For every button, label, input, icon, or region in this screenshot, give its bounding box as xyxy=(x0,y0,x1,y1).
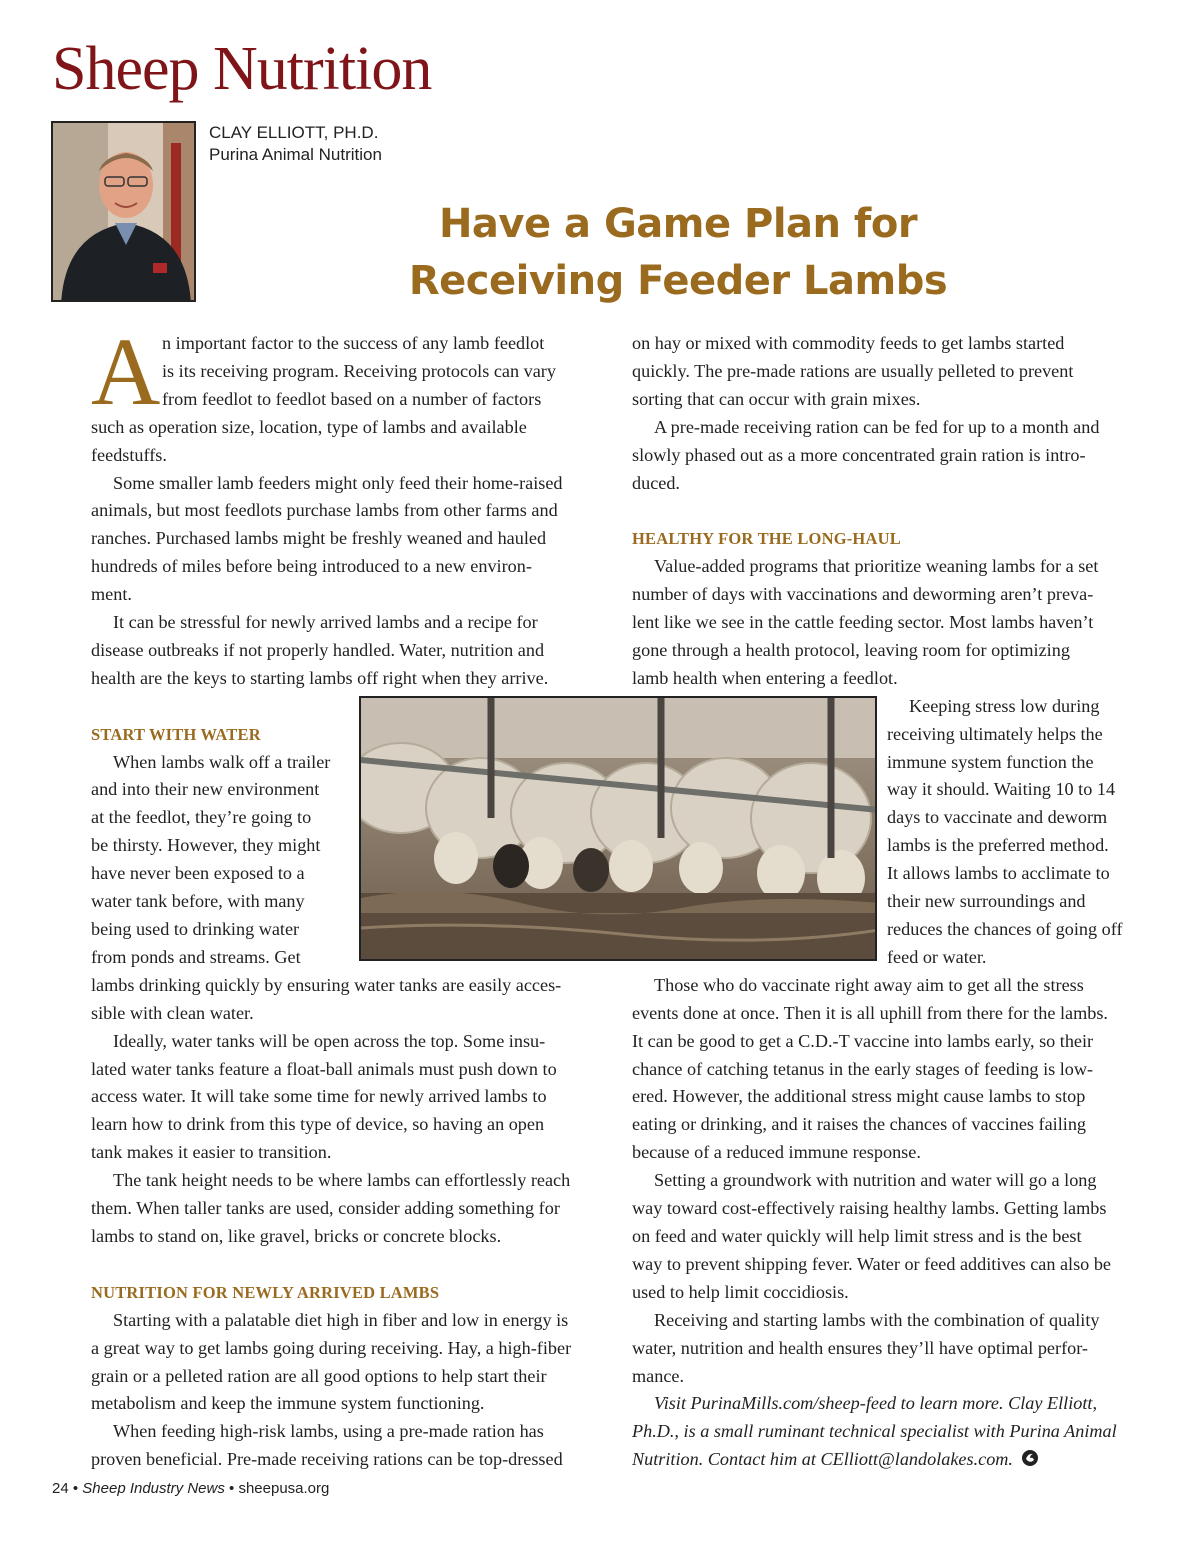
paragraph xyxy=(632,1307,1154,1335)
paragraph-cont xyxy=(91,637,611,693)
text-line: such as operation size, location, type of lambs and available xyxy=(91,416,527,437)
text-line: on feed and water quickly will help limit stress and is the best xyxy=(632,1225,1082,1246)
text-line: Value-added programs that prioritize weaning lambs for a set xyxy=(654,556,1099,577)
paragraph-cont xyxy=(91,1195,611,1251)
text-line: Some smaller lamb feeders might only feed their home-raised xyxy=(113,472,563,493)
text-line: Starting with a palatable diet high in fiber and low in energy is xyxy=(113,1309,569,1330)
text-line: learn how to drink from this type of device, so having an open xyxy=(91,1114,545,1135)
text-line: Ph.D., is a small ruminant technical specialist with Purina Animal xyxy=(632,1421,1117,1442)
text-line: lambs drinking quickly by ensuring water tanks are easily acces- xyxy=(91,974,562,995)
text-line: duced. xyxy=(632,472,680,493)
text-line: immune system function the xyxy=(887,751,1094,772)
section-title: Sheep Nutrition xyxy=(52,35,432,103)
text-line: tank makes it easier to transition. xyxy=(91,1142,332,1163)
paragraph-cont xyxy=(632,1000,1154,1167)
text-line: them. When taller tanks are used, consider adding something for xyxy=(91,1198,560,1219)
text-line: n important factor to the success of any lamb feedlot xyxy=(162,333,545,353)
text-line: used to help limit coccidiosis. xyxy=(632,1281,849,1302)
text-line: lambs to stand on, like gravel, bricks or concrete blocks. xyxy=(91,1225,502,1246)
text-line: slowly phased out as a more concentrated grain ration is intro- xyxy=(632,444,1086,465)
text-line: water tank before, with many xyxy=(91,891,305,912)
headline-line-1: Have a Game Plan for xyxy=(438,201,918,247)
paragraph-cont xyxy=(91,497,611,609)
page-footer: 24 • Sheep Industry News • sheepusa.org xyxy=(52,1480,330,1497)
text-line: days to vaccinate and deworm xyxy=(887,807,1108,828)
text-line: a great way to get lambs going during receiving. Hay, a high-fiber xyxy=(91,1337,572,1358)
paragraph-cont xyxy=(91,1335,611,1419)
text-line: lent like we see in the cattle feeding sector. Most lambs haven’t xyxy=(632,612,1094,633)
text-line: proven beneficial. Pre-made receiving rations can be top-dressed xyxy=(91,1449,563,1470)
text-line: mance. xyxy=(632,1365,685,1386)
text-line: gone through a health protocol, leaving room for optimizing xyxy=(632,639,1070,660)
text-line: Those who do vaccinate right away aim to get all the stress xyxy=(654,974,1084,995)
text-line: sible with clean water. xyxy=(91,1002,254,1023)
end-of-article-icon xyxy=(1021,1448,1039,1476)
text-line: and into their new environment xyxy=(91,779,320,800)
text-line: way to prevent shipping fever. Water or feed additives can also be xyxy=(632,1253,1111,1274)
text-line: quickly. The pre-made rations are usually pelleted to prevent xyxy=(632,360,1074,381)
text-line: eating or drinking, and it raises the chances of vaccines failing xyxy=(632,1114,1087,1135)
paragraph xyxy=(91,470,611,498)
paragraph xyxy=(632,1167,1154,1195)
text-line: ered. However, the additional stress might cause lambs to stop xyxy=(632,1086,1086,1107)
author-byline xyxy=(209,122,382,166)
author-affiliation: Purina Animal Nutrition xyxy=(209,145,382,164)
text-line: chance of catching tetanus in the early stages of feeding is low- xyxy=(632,1058,1094,1079)
text-line: from feedlot to feedlot based on a number of factors xyxy=(162,388,542,409)
signature-last-line: Nutrition. Contact him at CElliott@landolakes.com. xyxy=(632,1449,1013,1470)
text-line: ranches. Purchased lambs might be freshly weaned and hauled xyxy=(91,528,547,549)
text-line: events done at once. Then it is all uphill from there for the lambs. xyxy=(632,1002,1108,1023)
text-line: It can be good to get a C.D.-T vaccine into lambs early, so their xyxy=(632,1030,1094,1051)
paragraph-cont xyxy=(632,1335,1154,1391)
text-line: from ponds and streams. Get xyxy=(91,946,301,967)
text-line: feed or water. xyxy=(887,946,987,967)
author-portrait-image xyxy=(53,123,196,302)
text-line: on hay or mixed with commodity feeds to get lambs started xyxy=(632,333,1065,353)
text-line: lamb health when entering a feedlot. xyxy=(632,667,898,688)
text-line: because of a reduced immune response. xyxy=(632,1142,921,1163)
subhead-nutrition: NUTRITION FOR NEWLY ARRIVED LAMBS xyxy=(91,1282,440,1302)
text-line: Receiving and starting lambs with the combination of quality xyxy=(654,1309,1100,1330)
text-line: being used to drinking water xyxy=(91,919,300,940)
paragraph-cont xyxy=(91,1056,611,1168)
author-signature xyxy=(632,1390,1154,1418)
text-line: ment. xyxy=(91,584,132,605)
text-line xyxy=(632,1446,1154,1476)
text-line: be thirsty. However, they might xyxy=(91,835,321,856)
text-line: sorting that can occur with grain mixes. xyxy=(632,388,921,409)
text-line: feedstuffs. xyxy=(91,444,167,465)
text-line: water, nutrition and health ensures they’ll have optimal perfor- xyxy=(632,1337,1088,1358)
text-line: When lambs walk off a trailer xyxy=(113,751,331,772)
website: sheepusa.org xyxy=(238,1480,330,1497)
paragraph xyxy=(632,972,1154,1000)
page-number: 24 xyxy=(52,1480,69,1497)
text-line: lambs is the preferred method. xyxy=(887,835,1109,856)
text-line: way toward cost-effectively raising healthy lambs. Getting lambs xyxy=(632,1198,1107,1219)
feeder-lambs-photo xyxy=(359,696,877,961)
text-line: metabolism and keep the immune system functioning. xyxy=(91,1393,485,1414)
text-line: When feeding high-risk lambs, using a pre-made ration has xyxy=(113,1421,544,1442)
text-line: disease outbreaks if not properly handled. Water, nutrition and xyxy=(91,639,545,660)
text-line: access water. It will take some time for newly arrived lambs to xyxy=(91,1086,547,1107)
paragraph-cont xyxy=(632,1195,1154,1307)
text-line: lated water tanks feature a float-ball animals must push down to xyxy=(91,1058,557,1079)
text-line: A pre-made receiving ration can be fed for up to a month and xyxy=(654,416,1100,437)
drop-cap: A xyxy=(91,318,161,425)
paragraph-cont xyxy=(632,581,1154,693)
paragraph xyxy=(91,1028,611,1056)
paragraph xyxy=(632,414,1154,442)
publication-name: Sheep Industry News xyxy=(82,1480,225,1497)
author-signature-cont xyxy=(632,1418,1154,1476)
text-line: The tank height needs to be where lambs can effortlessly reach xyxy=(113,1170,571,1191)
paragraph-cont xyxy=(632,330,1154,414)
text-line: have never been exposed to a xyxy=(91,863,305,884)
text-line: at the feedlot, they’re going to xyxy=(91,807,312,828)
text-line: their new surroundings and xyxy=(887,891,1086,912)
text-line: Setting a groundwork with nutrition and water will go a long xyxy=(654,1170,1097,1191)
lambs-at-feed-bunk-image xyxy=(361,698,877,961)
paragraph xyxy=(91,1418,611,1446)
text-line: It allows lambs to acclimate to xyxy=(887,863,1110,884)
text-line: number of days with vaccinations and deworming aren’t preva- xyxy=(632,584,1094,605)
text-line: Keeping stress low during xyxy=(909,695,1100,716)
paragraph xyxy=(887,693,1154,721)
text-line: health are the keys to starting lambs off right when they arrive. xyxy=(91,667,549,688)
article-headline xyxy=(380,196,976,310)
paragraph xyxy=(632,553,1154,581)
text-line: way it should. Waiting 10 to 14 xyxy=(887,779,1116,800)
text-line: receiving ultimately helps the xyxy=(887,723,1103,744)
author-photo xyxy=(51,121,196,302)
paragraph xyxy=(91,609,611,637)
headline-line-2: Receiving Feeder Lambs xyxy=(408,258,948,304)
text-line: Visit PurinaMills.com/sheep-feed to learn more. Clay Elliott, xyxy=(654,1393,1097,1414)
lead-paragraph-start xyxy=(91,318,611,425)
paragraph xyxy=(91,1307,611,1335)
author-name: CLAY ELLIOTT, PH.D. xyxy=(209,123,379,142)
text-line: grain or a pelleted ration are all good options to help start their xyxy=(91,1365,547,1386)
paragraph-cont xyxy=(91,1446,611,1474)
text-line: reduces the chances of going off xyxy=(887,919,1123,940)
subhead-healthy: HEALTHY FOR THE LONG-HAUL xyxy=(632,529,901,549)
lead-paragraph-rest xyxy=(91,414,611,470)
paragraph-cont xyxy=(632,442,1154,498)
paragraph xyxy=(91,1167,611,1195)
text-line: hundreds of miles before being introduced to a new environ- xyxy=(91,556,532,577)
subhead-start-with-water: START WITH WATER xyxy=(91,724,261,744)
text-line: animals, but most feedlots purchase lambs from other farms and xyxy=(91,500,558,521)
text-line: It can be stressful for newly arrived lambs and a recipe for xyxy=(113,612,538,633)
text-line: Ideally, water tanks will be open across the top. Some insu- xyxy=(113,1030,546,1051)
text-line: is its receiving program. Receiving protocols can vary xyxy=(162,360,556,381)
